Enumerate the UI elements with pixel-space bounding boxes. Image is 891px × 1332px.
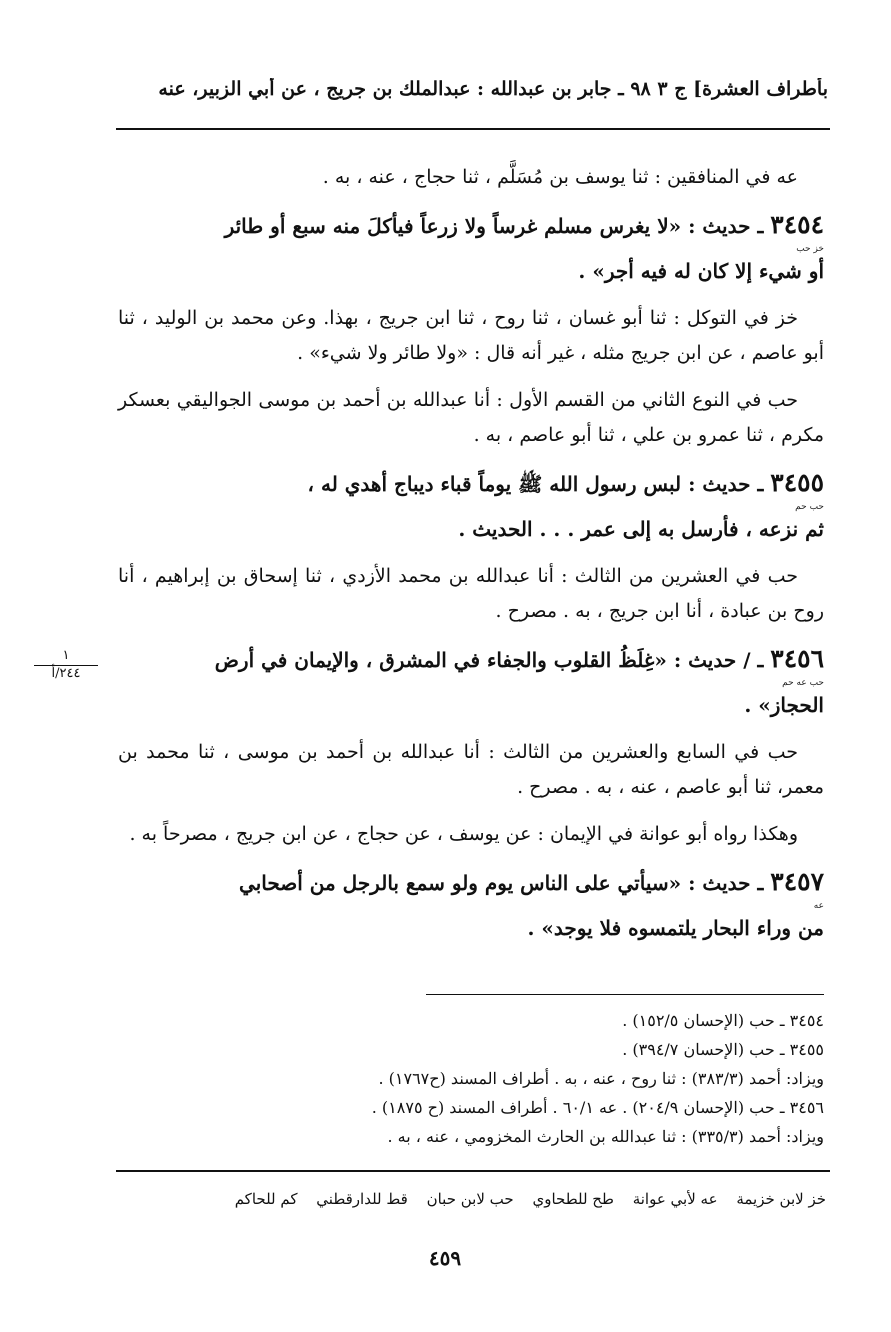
hadith-text-cont: ثم نزعه ، فأرسل به إلى عمر . . . الحديث . (458, 517, 824, 541)
header-rule (116, 128, 830, 130)
hadith-text-cont: أو شيء إلا كان له فيه أجر» . (578, 259, 824, 283)
abbreviation: خز لابن خزيمة (736, 1190, 826, 1208)
page-number: ٤٥٩ (428, 1246, 462, 1270)
footnote: ٣٤٥٥ ـ حب (الإحسان ٣٩٤/٧) . (622, 1040, 824, 1059)
abbreviation: كم للحاكم (234, 1190, 298, 1208)
paragraph: حب في العشرين من الثالث : أنا عبدالله بن محمد الأزدي ، ثنا إسحاق بن إبراهيم ، أنا روح بن عبادة ، أنا ابن جريج ، به . مصرح . (118, 565, 824, 622)
hadith-3454 (118, 207, 824, 289)
hadith-number: ٣٤٥٦ (770, 644, 824, 673)
hadith-sigla: حب عه حم (782, 678, 824, 688)
paragraph: خز في التوكل : ثنا أبو غسان ، ثنا روح ، ثنا ابن جريج ، بهذا. وعن محمد بن الوليد ، ثنا أبو عاصم ، عن ابن جريج مثله ، غير أنه قال : «ولا طائر ولا شيء» . (118, 307, 824, 364)
hadith-3455 (118, 465, 824, 547)
footnotes (220, 1006, 824, 1151)
abbreviation: طح للطحاوي (532, 1190, 614, 1208)
footnote-rule (426, 994, 824, 995)
abbreviation: عه لأبي عوانة (632, 1190, 718, 1208)
hadith-sigla: عه (813, 901, 824, 911)
hadith-sigla: خز حب (796, 244, 824, 254)
hadith-text: ـ حديث : «لا يغرس مسلم غرساً ولا زرعاً فيأكلَ منه سبع أو طائر (224, 214, 771, 238)
footnote: ويزاد: أحمد (٣٣٥/٣) : ثنا عبدالله بن الحارث المخزومي ، عنه ، به . (387, 1127, 824, 1146)
hadith-number: ٣٤٥٥ (770, 468, 824, 497)
abbreviation-key (112, 1190, 826, 1208)
hadith-text-cont: الحجاز» . (744, 693, 824, 717)
hadith-text: ـ حديث : «سيأتي على الناس يوم ولو سمع بالرجل من أصحابي (239, 871, 771, 895)
hadith-3456 (118, 641, 824, 723)
paragraph: حب في السابع والعشرين من الثالث : أنا عبدالله بن أحمد بن موسى ، ثنا محمد بن معمر، ثنا أبو عاصم ، عنه ، به . مصرح . (118, 741, 824, 798)
abbreviation: قط للدارقطني (316, 1190, 408, 1208)
abbreviation: حب لابن حبان (426, 1190, 514, 1208)
folio-note-top: ١ (34, 648, 98, 666)
hadith-3457 (118, 864, 824, 946)
footnote: ٣٤٥٤ ـ حب (الإحسان ١٥٢/٥) . (622, 1011, 824, 1030)
folio-note-bottom: ٢٤٤/أ (51, 666, 81, 681)
bottom-rule (116, 1170, 830, 1172)
footnote: ٣٤٥٦ ـ حب (الإحسان ٢٠٤/٩) . عه ٦٠/١ . أطراف المسند (ح ١٨٧٥) . (371, 1098, 824, 1117)
paragraph: عه في المنافقين : ثنا يوسف بن مُسَلَّم ، ثنا حجاج ، عنه ، به . (322, 166, 798, 188)
running-header: بأطراف العشرة] ج ٣ ٩٨ ـ جابر بن عبدالله : عبدالملك بن جريج ، عن أبي الزبير، عنه (158, 78, 828, 100)
paragraph: وهكذا رواه أبو عوانة في الإيمان : عن يوسف ، عن حجاج ، عن ابن جريج ، مصرحاً به . (129, 823, 798, 845)
manuscript-folio-note (34, 648, 98, 682)
hadith-text: ـ حديث : لبس رسول الله ﷺ يوماً قباء ديباج أهدي له ، (307, 472, 771, 496)
main-text (118, 160, 824, 958)
hadith-text: ـ / حديث : «غِلَظُ القلوب والجفاء في المشرق ، والإيمان في أرض (214, 648, 771, 672)
hadith-number: ٣٤٥٤ (770, 210, 824, 239)
hadith-sigla: حب حم (795, 502, 824, 512)
hadith-number: ٣٤٥٧ (770, 867, 824, 896)
footnote: ويزاد: أحمد (٣٨٣/٣) : ثنا روح ، عنه ، به . أطراف المسند (ح١٧٦٧) . (378, 1069, 824, 1088)
paragraph: حب في النوع الثاني من القسم الأول : أنا عبدالله بن أحمد بن موسى الجواليقي بعسكر مكرم ، ثنا عمرو بن علي ، ثنا أبو عاصم ، به . (118, 389, 824, 446)
hadith-text-cont: من وراء البحار يلتمسوه فلا يوجد» . (527, 916, 824, 940)
